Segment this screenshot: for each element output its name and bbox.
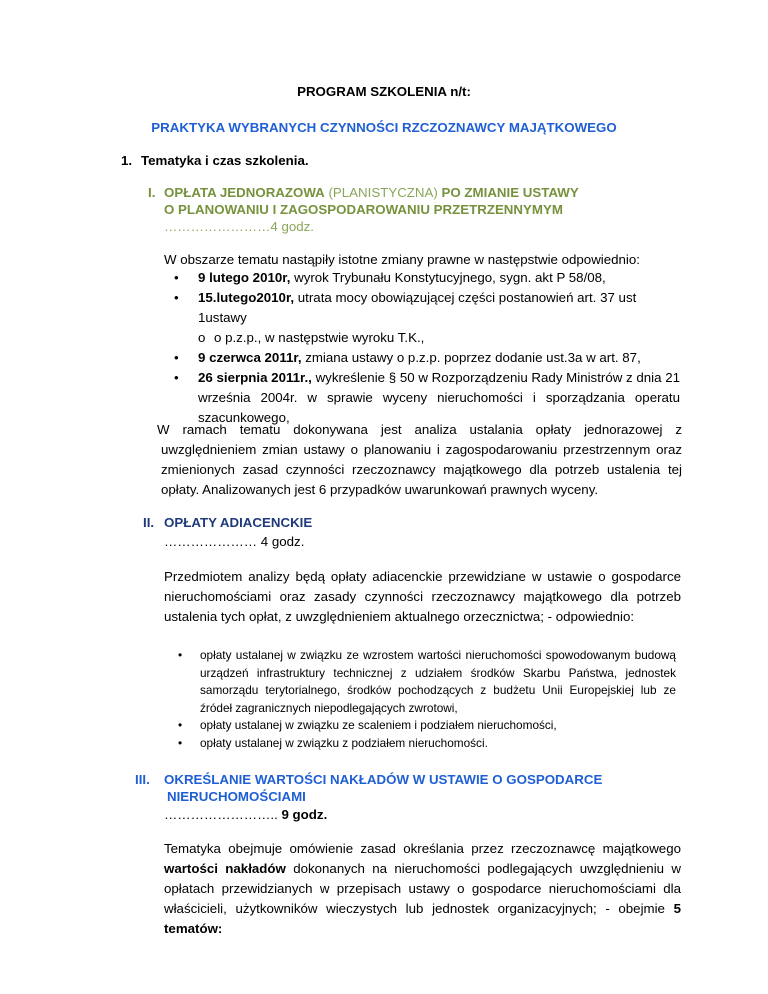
list-item: • opłaty ustalanej w związku z podziałem nieruchomości.: [178, 735, 488, 750]
part2-intro: Przedmiotem analizy będą opłaty adiacenckie przewidziane w ustawie o gospodarce nieruchomościami oraz zasady czynności rzeczoznawcy majątkowego dla potrzeb ustalenia tych opłat, z uwzględnieniem aktualnego orzecznictwa; - odpowiednio:: [164, 569, 681, 624]
list-item: • 9 czerwca 2011r, zmiana ustawy o p.z.p. poprzez dodanie ust.3a w art. 87,: [174, 350, 641, 365]
page-title: PROGRAM SZKOLENIA n/t:: [297, 84, 471, 99]
part1-heading-rest: PO ZMIANIE USTAWY: [441, 185, 579, 200]
part3-roman: III.: [135, 772, 150, 787]
section-heading: Tematyka i czas szkolenia.: [141, 153, 309, 168]
part1-intro: W obszarze tematu nastąpiły istotne zmiany prawne w następstwie odpowiednio:: [164, 252, 640, 267]
part1-heading-paren: (PLANISTYCZNA): [324, 185, 442, 200]
list-item: • opłaty ustalanej w związku ze scaleniem i podziałem nieruchomości,: [178, 718, 557, 732]
part2-roman: II.: [143, 515, 155, 530]
part3-heading: OKREŚLANIE WARTOŚCI NAKŁADÓW W USTAWIE O GOSPODARCE: [164, 772, 603, 787]
part2-heading: OPŁATY ADIACENCKIE: [164, 515, 313, 530]
list-item-continuation: o o p.z.p., w następstwie wyroku T.K.,: [198, 330, 425, 345]
part2-time: ………………… 4 godz.: [164, 534, 305, 549]
part1-analysis: W ramach tematu dokonywana jest analiza ustalania opłaty jednorazowej z uwzględnieniem zmian ustawy o planowaniu i zagospodarowaniu przestrzennym oraz zmienionych zasad czynności rzeczoznawcy majątkowego dla potrzeb ustalenia tej opłaty. Analizowanych jest 6 przypadków uwarunkowań prawnych wyceny.: [157, 422, 682, 497]
section-number: 1.: [121, 153, 133, 168]
part3-heading-line2: NIERUCHOMOŚCIAMI: [167, 789, 306, 804]
list-item: • 15.lutego2010r, utrata mocy obowiązującej części postanowień art. 37 ust 1ustawy: [174, 290, 637, 325]
part3-time: …………………….. 9 godz.: [164, 807, 328, 822]
part1-time: ……………………4 godz.: [164, 219, 314, 234]
list-item: • 9 lutego 2010r, wyrok Trybunału Konstytucyjnego, sygn. akt P 58/08,: [174, 270, 606, 285]
part1-bullet-list: [174, 268, 680, 428]
part1-roman: I.: [148, 185, 156, 200]
part3-paragraph: Tematyka obejmuje omówienie zasad określania przez rzeczoznawcę majątkowego wartości nakładów dokonanych na nieruchomości podlegających uwzględnieniu w opłatach przewidzianych w przepisach ustawy o gospodarce nieruchomościami dla właścicieli, użytkowników wieczystych lub jednostek organizacyjnych; - obejmie 5 tematów:: [164, 841, 681, 936]
list-item: • opłaty ustalanej w związku ze wzrostem wartości nieruchomości spowodowanym budową urządzeń infrastruktury technicznej z udziałem środków Skarbu Państwa, jednostek samorządu terytorialnego, środków pochodzących z budżetu Unii Europejskiej lub ze źródeł zagranicznych niepodlegających zwrotowi,: [178, 648, 676, 715]
part2-bullet-list: [178, 647, 678, 752]
part1-heading-line2: O PLANOWANIU I ZAGOSPODAROWANIU PRZETRZENNYMYM: [164, 202, 563, 217]
part1-heading-main: OPŁATA JEDNORAZOWA: [164, 185, 325, 200]
list-item: • 26 sierpnia 2011r., wykreślenie § 50 w Rozporządzeniu Rady Ministrów z dnia 21 września 2004r. w sprawie wyceny nieruchomości i sporządzania operatu szacunkowego,: [174, 370, 680, 425]
page-subtitle: PRAKTYKA WYBRANYCH CZYNNOŚCI RZCZOZNAWCY MAJĄTKOWEGO: [151, 120, 617, 135]
